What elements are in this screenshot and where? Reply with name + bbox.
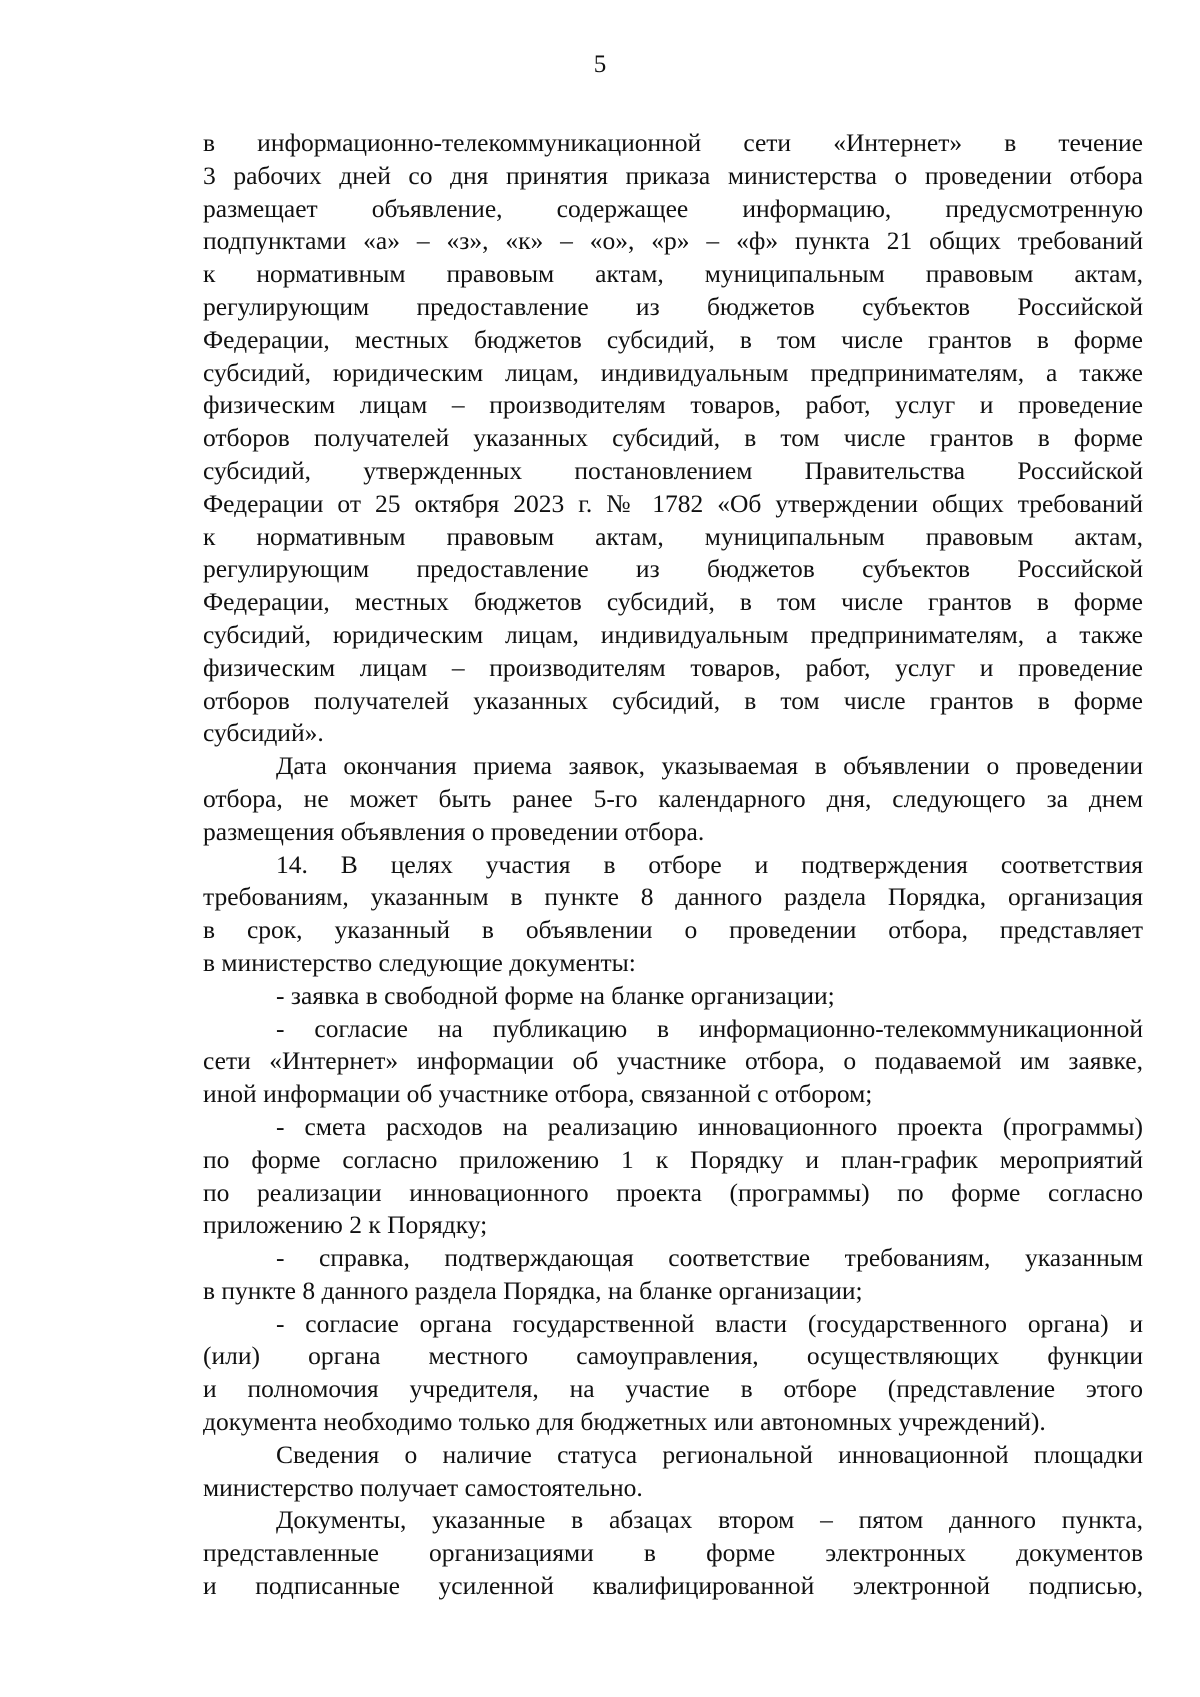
- text-line: отборов получателей указанных субсидий, в том числе грантов в форме: [203, 685, 1143, 715]
- text-line: сети «Интернет» информации об участнике отбора, о подаваемой им заявке,: [203, 1046, 1143, 1076]
- page-number: 5: [593, 51, 607, 78]
- text-line: физическим лицам – производителям товаров, работ, услуг и проведение: [203, 652, 1143, 682]
- text-line: 14. В целях участия в отборе и подтверждения соответствия: [276, 849, 1143, 879]
- text-line: Федерации, местных бюджетов субсидий, в том числе грантов в форме: [203, 587, 1143, 617]
- text-line: - справка, подтверждающая соответствие требованиям, указанным: [276, 1243, 1143, 1273]
- text-line: к нормативным правовым актам, муниципальным правовым актам,: [203, 521, 1143, 551]
- text-line: отбора, не может быть ранее 5-го календарного дня, следующего за днем: [203, 783, 1143, 813]
- text-line: Федерации от 25 октября 2023 г. № 1782 «Об утверждении общих требований: [203, 488, 1143, 518]
- text-line: - согласие органа государственной власти (государственного органа) и: [276, 1308, 1143, 1338]
- text-line: представленные организациями в форме электронных документов: [203, 1538, 1143, 1568]
- text-line: и полномочия учредителя, на участие в отборе (представление этого: [203, 1374, 1143, 1404]
- text-line: Федерации, местных бюджетов субсидий, в том числе грантов в форме: [203, 324, 1143, 354]
- text-line: субсидий, юридическим лицам, индивидуальным предпринимателям, а также: [203, 619, 1143, 649]
- text-line: - смета расходов на реализацию инновационного проекта (программы): [276, 1111, 1143, 1141]
- text-line: Дата окончания приема заявок, указываемая в объявлении о проведении: [276, 751, 1143, 781]
- text-line: (или) органа местного самоуправления, осуществляющих функции: [203, 1341, 1143, 1371]
- text-line: иной информации об участнике отбора, связанной с отбором;: [203, 1079, 873, 1109]
- text-line: размещает объявление, содержащее информацию, предусмотренную: [203, 193, 1143, 223]
- text-line: в министерство следующие документы:: [203, 947, 636, 977]
- text-line: по форме согласно приложению 1 к Порядку и план-график мероприятий: [203, 1144, 1143, 1174]
- text-line: в срок, указанный в объявлении о проведении отбора, представляет: [203, 915, 1143, 945]
- text-line: физическим лицам – производителям товаров, работ, услуг и проведение: [203, 390, 1143, 420]
- text-line: документа необходимо только для бюджетных или автономных учреждений).: [203, 1407, 1046, 1437]
- text-line: требованиям, указанным в пункте 8 данного раздела Порядка, организация: [203, 882, 1143, 912]
- text-line: субсидий».: [203, 718, 324, 748]
- text-line: приложению 2 к Порядку;: [203, 1210, 488, 1240]
- text-line: и подписанные усиленной квалифицированной электронной подписью,: [203, 1571, 1143, 1601]
- text-line: регулирующим предоставление из бюджетов субъектов Российской: [203, 291, 1143, 321]
- text-line: - заявка в свободной форме на бланке организации;: [276, 980, 835, 1010]
- text-line: Сведения о наличие статуса региональной инновационной площадки: [276, 1439, 1143, 1469]
- text-line: - согласие на публикацию в информационно-телекоммуникационной: [276, 1013, 1143, 1043]
- text-line: в информационно-телекоммуникационной сети «Интернет» в течение: [203, 128, 1143, 157]
- text-line: размещения объявления о проведении отбора.: [203, 816, 705, 846]
- document-body: [203, 127, 1143, 1603]
- text-line: субсидий, юридическим лицам, индивидуальным предпринимателям, а также: [203, 357, 1143, 387]
- text-line: в пункте 8 данного раздела Порядка, на бланке организации;: [203, 1275, 863, 1305]
- text-line: субсидий, утвержденных постановлением Правительства Российской: [203, 455, 1143, 485]
- text-line: по реализации инновационного проекта (программы) по форме согласно: [203, 1177, 1143, 1207]
- text-line: 3 рабочих дней со дня принятия приказа министерства о проведении отбора: [203, 160, 1143, 190]
- text-line: подпунктами «а» – «з», «к» – «о», «р» – «ф» пункта 21 общих требований: [203, 226, 1143, 256]
- text-line: Документы, указанные в абзацах втором – пятом данного пункта,: [276, 1505, 1143, 1535]
- text-line: отборов получателей указанных субсидий, в том числе грантов в форме: [203, 423, 1143, 453]
- text-line: министерство получает самостоятельно.: [203, 1472, 643, 1502]
- text-line: регулирующим предоставление из бюджетов субъектов Российской: [203, 554, 1143, 584]
- text-line: к нормативным правовым актам, муниципальным правовым актам,: [203, 259, 1143, 289]
